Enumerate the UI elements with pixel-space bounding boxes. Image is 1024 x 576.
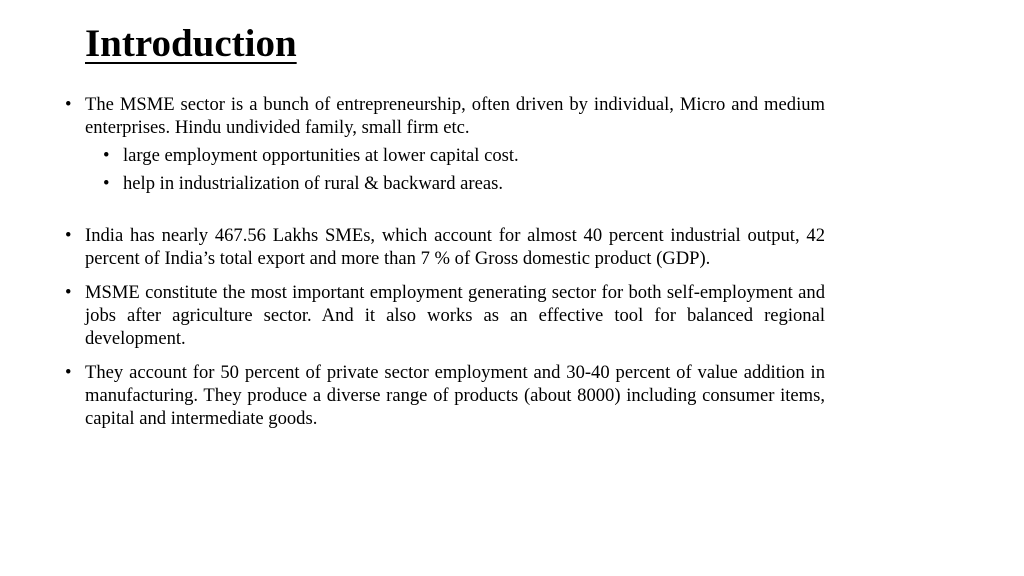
bullet-list bbox=[85, 93, 825, 441]
bullet-text: MSME constitute the most important employment generating sector for both self-employment and jobs after agriculture sector. And it also works as an effective tool for balanced regional development. bbox=[85, 282, 825, 349]
sub-bullet-employment: • large employment opportunities at lower capital cost. bbox=[123, 144, 825, 167]
bullet-text: The MSME sector is a bunch of entrepreneurship, often driven by individual, Micro and medium enterprises. Hindu undivided family, small firm etc. bbox=[85, 94, 825, 138]
bullet-text: They account for 50 percent of private sector employment and 30-40 percent of value addition in manufacturing. They produce a diverse range of products (about 8000) including consumer items, capital and intermediate goods. bbox=[85, 362, 825, 429]
sub-bullet-list bbox=[85, 144, 825, 195]
slide-title: Introduction bbox=[85, 22, 297, 65]
bullet-item-msme-sector bbox=[85, 93, 825, 195]
bullet-item-india-smes bbox=[85, 224, 825, 270]
bullet-text: India has nearly 467.56 Lakhs SMEs, which account for almost 40 percent industrial output, 42 percent of India’s total export and more than 7 % of Gross domestic product (GDP). bbox=[85, 225, 825, 269]
sub-bullet-industrialization: • help in industrialization of rural & backward areas. bbox=[123, 172, 825, 195]
bullet-item-employment-sector bbox=[85, 281, 825, 350]
bullet-item-private-sector bbox=[85, 361, 825, 430]
